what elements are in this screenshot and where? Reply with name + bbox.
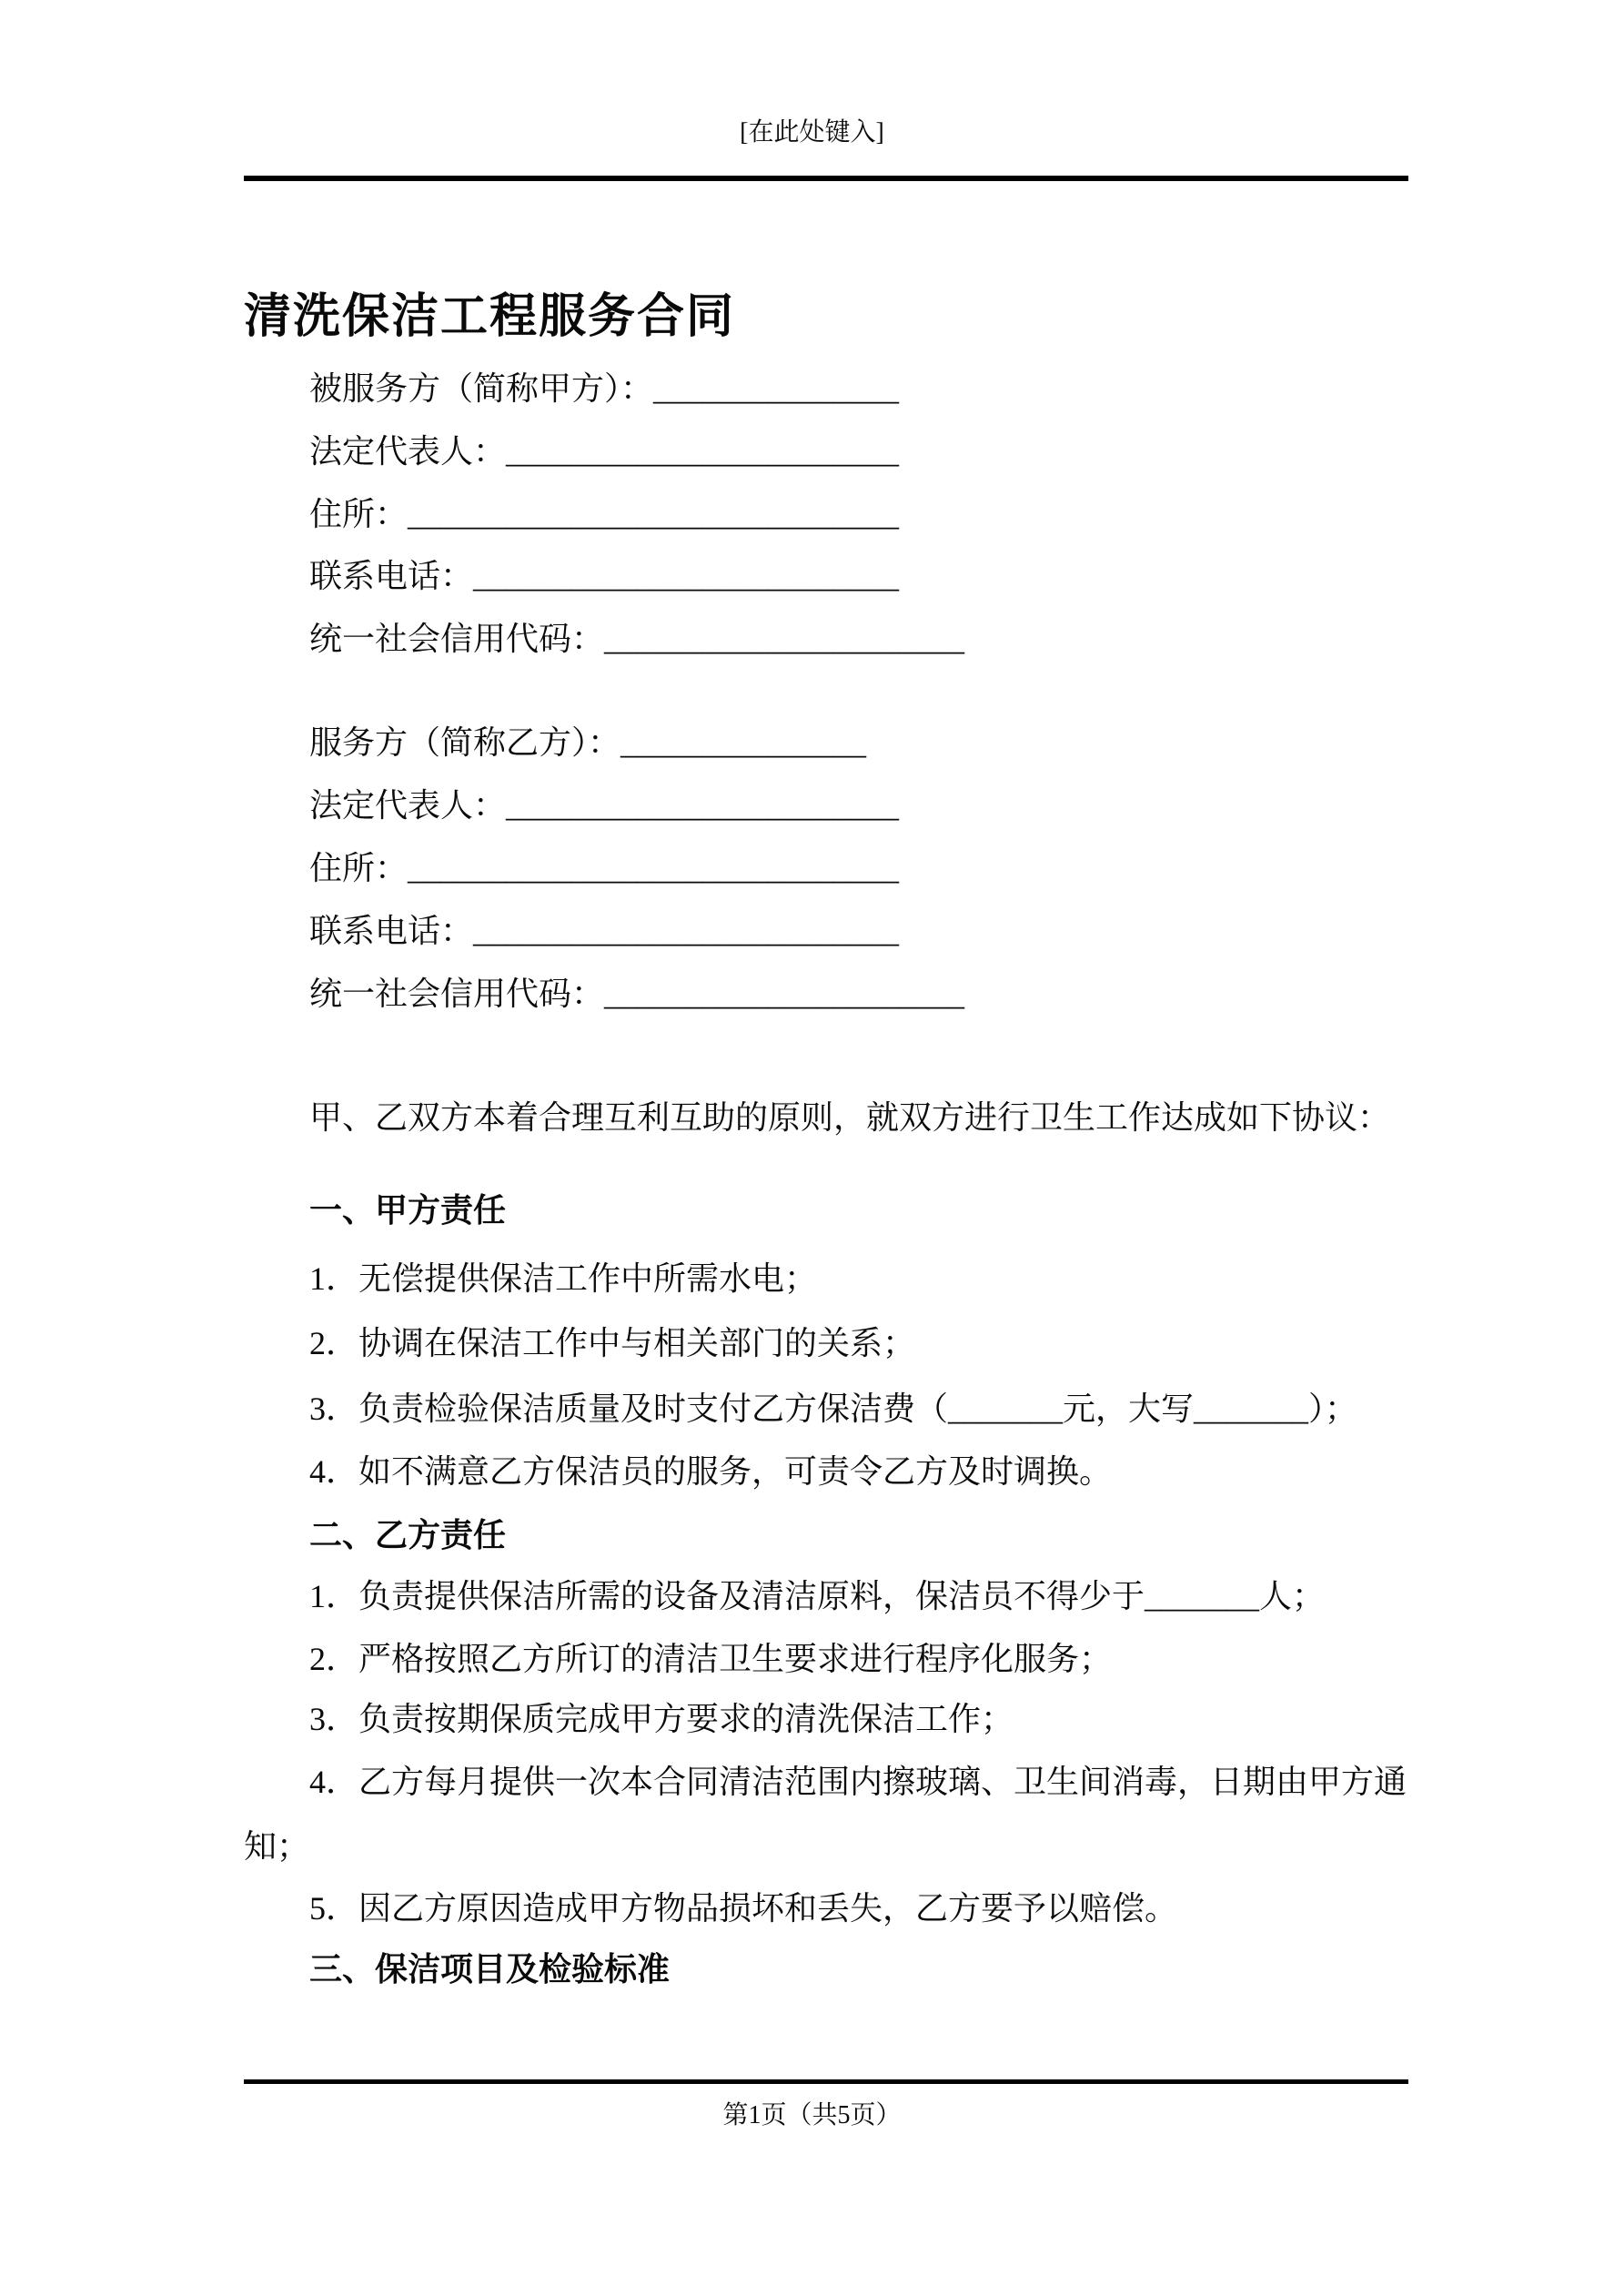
contract-item: 3．负责检验保洁质量及时支付乙方保洁费（_______元，大写_______）； bbox=[309, 1391, 1358, 1427]
contract-item: 2．协调在保洁工作中与相关部门的关系； bbox=[309, 1325, 916, 1361]
field-label: 法定代表人： bbox=[309, 787, 507, 824]
field-blank-line: ______________________ bbox=[604, 621, 965, 657]
intro-paragraph: 甲、乙双方本着合理互利互助的原则，就双方进行卫生工作达成如下协议： bbox=[309, 1099, 1391, 1136]
form-row-party-a-credit-code bbox=[244, 607, 1408, 672]
contract-item: 1．负责提供保洁所需的设备及清洁原料，保洁员不得少于_______人； bbox=[309, 1578, 1326, 1614]
section-heading-party-a-responsibilities: 一、甲方责任 bbox=[309, 1191, 507, 1229]
field-blank-line: __________________________ bbox=[473, 913, 900, 949]
field-label: 统一社会信用代码： bbox=[309, 621, 605, 657]
header-rule bbox=[244, 176, 1408, 181]
contract-item: 4．如不满意乙方保洁员的服务，可责令乙方及时调换。 bbox=[309, 1453, 1113, 1490]
form-row-party-a-legal-rep bbox=[244, 420, 1408, 484]
field-blank-line: ______________________________ bbox=[408, 496, 900, 532]
header-placeholder-text: [在此处键入] bbox=[740, 118, 884, 147]
field-blank-line: ________________________ bbox=[506, 787, 900, 824]
form-row-party-b-name bbox=[244, 711, 1408, 775]
contract-item: 3．负责按期保质完成甲方要求的清洗保洁工作； bbox=[309, 1701, 1014, 1737]
page-number: 第1页（共5页） bbox=[722, 2101, 902, 2129]
field-label: 被服务方（简称甲方）： bbox=[309, 370, 654, 407]
form-row-party-b-phone bbox=[244, 899, 1408, 964]
form-row-party-b-legal-rep bbox=[244, 774, 1408, 838]
field-label: 法定代表人： bbox=[309, 433, 507, 470]
contract-item: 5．因乙方原因造成甲方物品损坏和丢失，乙方要予以赔偿。 bbox=[309, 1890, 1178, 1927]
document-title: 清洗保洁工程服务合同 bbox=[244, 290, 736, 343]
field-blank-line: _______________ bbox=[653, 370, 900, 407]
section-heading-party-b-responsibilities: 二、乙方责任 bbox=[309, 1516, 507, 1553]
footer-rule bbox=[244, 2079, 1408, 2084]
field-label: 统一社会信用代码： bbox=[309, 976, 605, 1012]
field-blank-line: ______________________ bbox=[604, 976, 965, 1012]
contract-item: 2．严格按照乙方所订的清洁卫生要求进行程序化服务； bbox=[309, 1641, 1113, 1677]
form-row-party-b-address bbox=[244, 836, 1408, 901]
field-label: 联系电话： bbox=[309, 913, 474, 949]
field-label: 住所： bbox=[309, 496, 409, 532]
field-blank-line: ________________________ bbox=[506, 433, 900, 470]
form-row-party-a-name bbox=[244, 357, 1408, 421]
contract-item: 4．乙方每月提供一次本合同清洁范围内擦玻璃、卫生间消毒，日期由甲方通知； bbox=[244, 1764, 1407, 1865]
field-label: 联系电话： bbox=[309, 558, 474, 594]
field-label: 住所： bbox=[309, 850, 409, 886]
contract-item: 1．无偿提供保洁工作中所需水电； bbox=[309, 1260, 818, 1297]
section-heading-cleaning-items-standards: 三、保洁项目及检验标准 bbox=[309, 1950, 671, 1988]
field-label: 服务方（简称乙方）： bbox=[309, 724, 621, 761]
field-blank-line: __________________________ bbox=[473, 558, 900, 594]
form-row-party-a-address bbox=[244, 482, 1408, 547]
field-blank-line: _______________ bbox=[620, 724, 867, 761]
form-row-party-b-credit-code bbox=[244, 962, 1408, 1027]
form-row-party-a-phone bbox=[244, 544, 1408, 609]
field-blank-line: ______________________________ bbox=[408, 850, 900, 886]
